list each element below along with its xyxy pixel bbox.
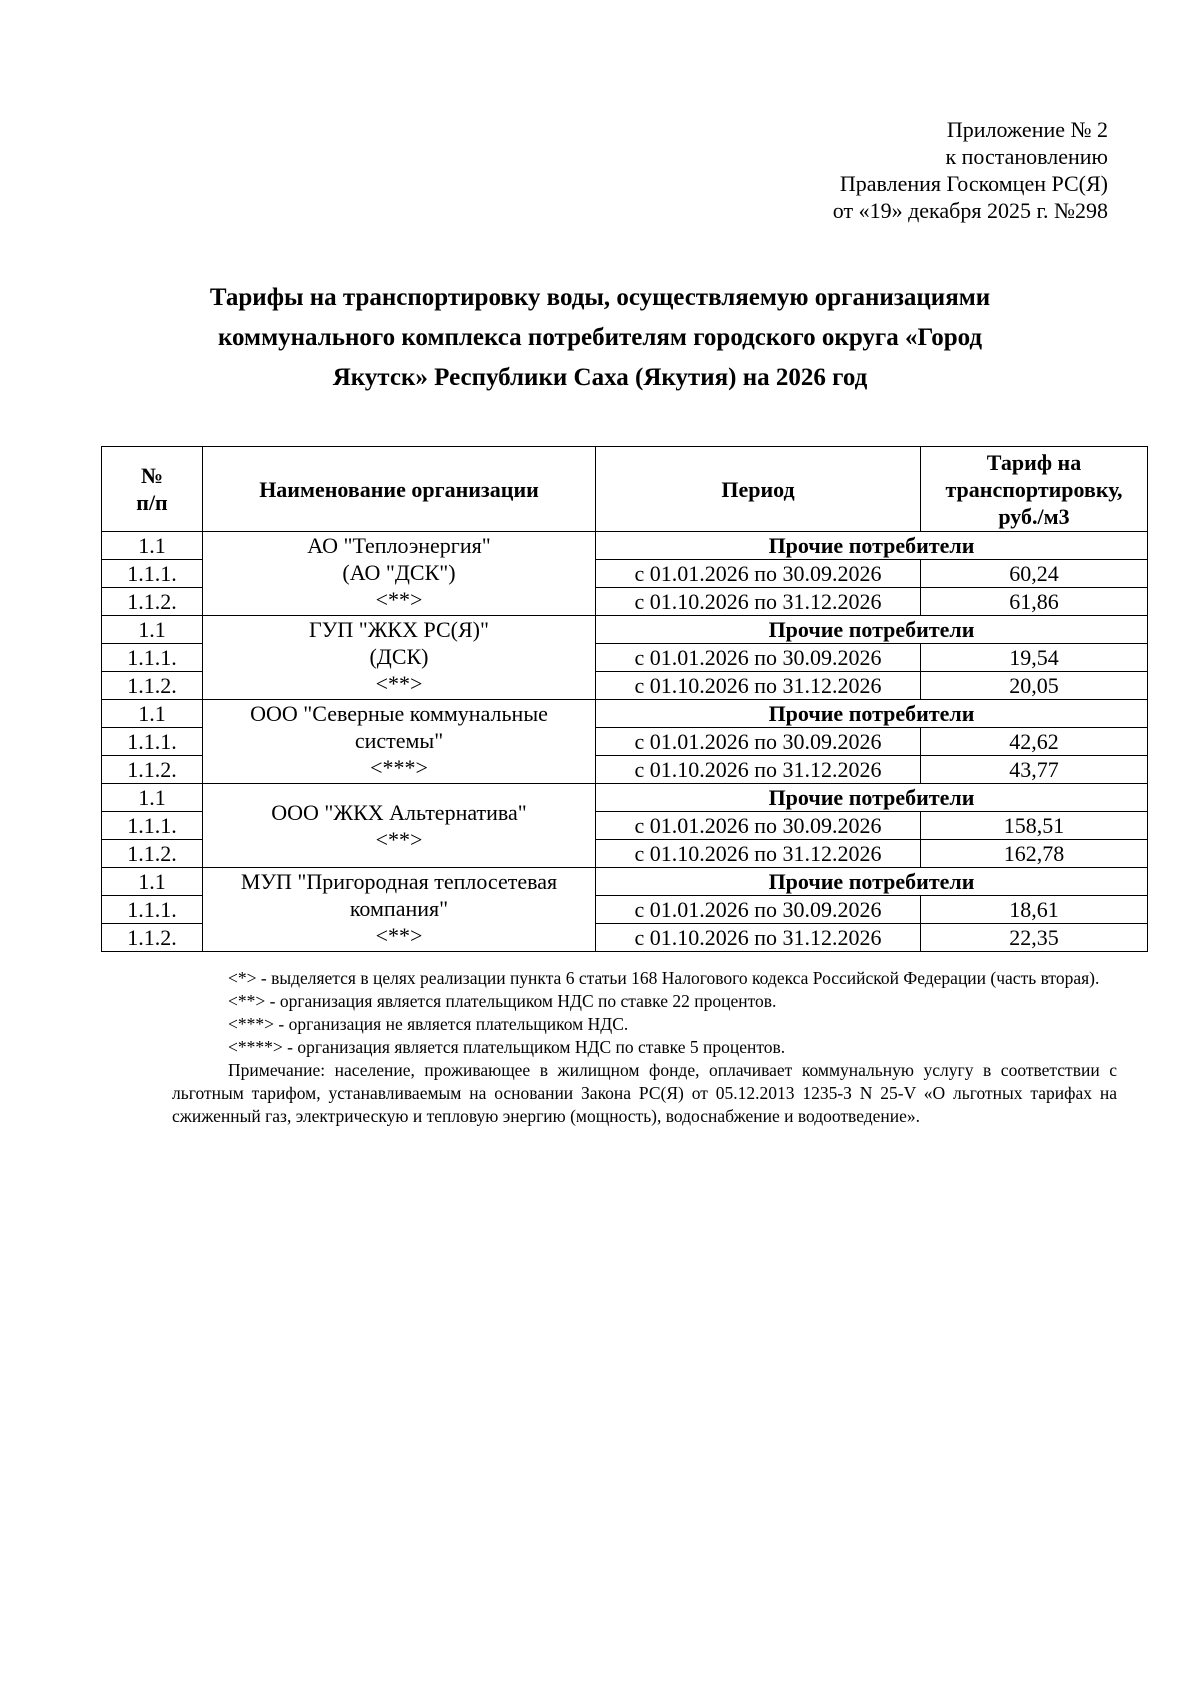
period-cell: с 01.10.2026 по 31.12.2026 — [596, 840, 921, 868]
table-header-row — [102, 447, 1148, 532]
tariff-cell: 22,35 — [921, 924, 1148, 952]
row-number: 1.1.1. — [102, 812, 203, 840]
row-number: 1.1 — [102, 700, 203, 728]
header-number-line-2: п/п — [136, 490, 168, 515]
organization-name-line: системы" — [354, 728, 444, 753]
row-number: 1.1 — [102, 616, 203, 644]
tariff-cell: 61,86 — [921, 588, 1148, 616]
period-cell: с 01.10.2026 по 31.12.2026 — [596, 756, 921, 784]
vat-marker: <***> — [370, 755, 428, 780]
row-number: 1.1.1. — [102, 728, 203, 756]
organization-name-line: компания" — [349, 896, 449, 921]
period-cell: с 01.01.2026 по 30.09.2026 — [596, 728, 921, 756]
tariff-cell: 158,51 — [921, 812, 1148, 840]
tariff-cell: 19,54 — [921, 644, 1148, 672]
footnote-no-vat: <***> - организация не является плательщиком НДС. — [228, 1014, 629, 1034]
organization-name-line: ГУП "ЖКХ РС(Я)" — [309, 617, 489, 642]
tariff-cell: 18,61 — [921, 896, 1148, 924]
document-title — [100, 278, 1100, 398]
row-number: 1.1.2. — [102, 924, 203, 952]
title-line-1: Тарифы на транспортировку воды, осуществляемую организациями — [209, 284, 991, 311]
footnote-vat-star: <*> - выделяется в целях реализации пункта 6 статьи 168 Налогового кодекса Российской Федерации (часть вторая). — [228, 968, 1100, 988]
header-tariff-line-2: транспортировку, — [945, 476, 1123, 502]
organization-cell — [203, 784, 596, 868]
table-row-group — [102, 532, 1148, 560]
footnote-remark: Примечание: население, проживающее в жилищном фонде, оплачивает коммунальную услугу в соответствии с льготным тарифом, устанавливаемым на основании Закона РС(Я) от 05.12.2013 1235-З N 25-V «О льготных тарифах на сжиженный газ, электрическую и тепловую энергию (мощность), водоснабжение и водоотведение». — [172, 1060, 1117, 1126]
row-number: 1.1.1. — [102, 896, 203, 924]
tariff-cell: 162,78 — [921, 840, 1148, 868]
organization-cell — [203, 700, 596, 784]
footnote-vat-5: <****> - организация является плательщиком НДС по ставке 5 процентов. — [228, 1037, 786, 1057]
organization-name-line: АО "Теплоэнергия" — [307, 533, 491, 558]
organization-name-line: (ДСК) — [369, 644, 429, 669]
organization-cell — [203, 868, 596, 952]
organization-name-line: ООО "Северные коммунальные — [250, 701, 548, 726]
row-number: 1.1 — [102, 532, 203, 560]
table-row-group — [102, 700, 1148, 728]
consumer-group-label: Прочие потребители — [596, 616, 1148, 644]
header-tariff — [921, 447, 1148, 532]
appendix-line-2: к постановлению — [945, 144, 1108, 169]
organization-cell — [203, 616, 596, 700]
tariff-cell: 43,77 — [921, 756, 1148, 784]
vat-marker: <**> — [375, 923, 423, 948]
consumer-group-label: Прочие потребители — [596, 784, 1148, 812]
organization-name-line: ООО "ЖКХ Альтернатива" — [271, 799, 527, 825]
title-line-3: Якутск» Республики Саха (Якутия) на 2026 год — [332, 364, 868, 391]
organization-cell — [203, 532, 596, 616]
consumer-group-label: Прочие потребители — [596, 532, 1148, 560]
appendix-header — [833, 116, 1108, 224]
footnote-vat-22: <**> - организация является плательщиком НДС по ставке 22 процентов. — [228, 991, 777, 1011]
appendix-line-4: от «19» декабря 2025 г. №298 — [832, 198, 1108, 223]
table-row-group — [102, 868, 1148, 896]
tariff-cell: 42,62 — [921, 728, 1148, 756]
header-period: Период — [596, 447, 921, 532]
appendix-line-1: Приложение № 2 — [946, 117, 1108, 142]
consumer-group-label: Прочие потребители — [596, 700, 1148, 728]
vat-marker: <**> — [375, 587, 423, 612]
organization-name-line: МУП "Пригородная теплосетевая — [240, 869, 558, 894]
row-number: 1.1.2. — [102, 756, 203, 784]
vat-marker: <**> — [375, 826, 423, 852]
header-number-line-1: № — [140, 463, 164, 488]
period-cell: с 01.01.2026 по 30.09.2026 — [596, 560, 921, 588]
row-number: 1.1 — [102, 868, 203, 896]
header-organization: Наименование организации — [203, 447, 596, 532]
row-number: 1.1.2. — [102, 588, 203, 616]
consumer-group-label: Прочие потребители — [596, 868, 1148, 896]
period-cell: с 01.01.2026 по 30.09.2026 — [596, 896, 921, 924]
header-number — [102, 447, 203, 532]
period-cell: с 01.10.2026 по 31.12.2026 — [596, 588, 921, 616]
tariff-cell: 20,05 — [921, 672, 1148, 700]
table-row-group — [102, 616, 1148, 644]
vat-marker: <**> — [375, 671, 423, 696]
period-cell: с 01.01.2026 по 30.09.2026 — [596, 644, 921, 672]
appendix-line-3: Правления Госкомцен РС(Я) — [839, 171, 1108, 196]
row-number: 1.1.2. — [102, 840, 203, 868]
tariff-cell: 60,24 — [921, 560, 1148, 588]
table-row-group — [102, 784, 1148, 812]
header-tariff-line-3: руб./м3 — [998, 503, 1070, 529]
footnotes — [172, 967, 1117, 1128]
row-number: 1.1.1. — [102, 644, 203, 672]
organization-name-line: (АО "ДСК") — [342, 560, 456, 585]
row-number: 1.1 — [102, 784, 203, 812]
row-number: 1.1.1. — [102, 560, 203, 588]
header-tariff-line-1: Тариф на — [986, 449, 1082, 475]
period-cell: с 01.10.2026 по 31.12.2026 — [596, 672, 921, 700]
title-line-2: коммунального комплекса потребителям городского округа «Город — [217, 324, 983, 351]
period-cell: с 01.01.2026 по 30.09.2026 — [596, 812, 921, 840]
row-number: 1.1.2. — [102, 672, 203, 700]
period-cell: с 01.10.2026 по 31.12.2026 — [596, 924, 921, 952]
tariff-table — [101, 446, 1148, 952]
